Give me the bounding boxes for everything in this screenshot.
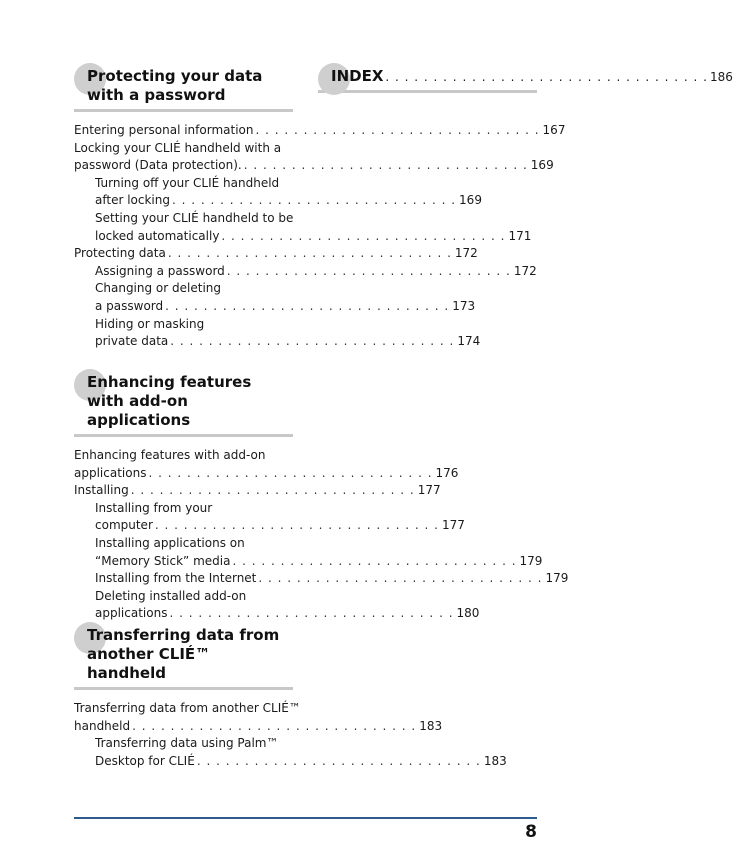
entry-page: 173 <box>452 298 476 313</box>
entry-text: Installing applications on <box>95 535 245 550</box>
entry-text: Locking your CLIÉ handheld with a <box>74 140 282 155</box>
entry-text: computer <box>95 518 153 533</box>
toc-entry <box>74 500 293 518</box>
entry-text: private data <box>95 334 169 349</box>
section-title: Enhancing features with add-on applications <box>87 373 252 429</box>
entry-text: a password <box>95 298 164 313</box>
entry-text: “Memory Stick” media <box>95 553 231 568</box>
entry-text: Protecting data <box>74 246 166 261</box>
dot-leader: . . . . . . . . . . . . . . . . . . . . . . . . . . . . . . <box>167 246 452 261</box>
toc-entry[interactable] <box>74 517 465 535</box>
entry-page: 169 <box>530 158 554 173</box>
entry-text: Installing <box>74 483 129 498</box>
entry-text: Changing or deleting <box>95 281 221 296</box>
entry-text: password (Data protection). <box>74 158 242 173</box>
section-heading <box>74 626 293 690</box>
toc-entry <box>74 588 293 606</box>
entry-page: 183 <box>419 718 443 733</box>
toc-entry[interactable] <box>74 605 480 623</box>
index-page: 186 <box>709 70 733 84</box>
entry-text: Desktop for CLIÉ <box>95 753 195 768</box>
dot-leader: . . . . . . . . . . . . . . . . . . . . . . . . . . . . . . <box>258 571 543 586</box>
toc-entries <box>74 122 566 351</box>
entry-text: Enhancing features with add-on <box>74 448 266 462</box>
entry-page: 183 <box>483 753 507 768</box>
section-heading <box>318 67 733 93</box>
entry-text: Installing from your <box>95 500 213 515</box>
toc-entry[interactable] <box>74 228 532 246</box>
dot-leader: . . . . . . . . . . . . . . . . . . . . . . . . . . . . . . . . . . <box>385 70 708 84</box>
entry-page: 171 <box>508 228 532 243</box>
dot-leader: . . . . . . . . . . . . . . . . . . . . . . . . . . . . . . <box>165 298 450 313</box>
footer-rule <box>74 817 537 819</box>
toc-entry <box>74 735 293 753</box>
entry-page: 177 <box>441 518 465 533</box>
dot-leader: . . . . . . . . . . . . . . . . . . . . . . . . . . . . . . <box>226 263 511 278</box>
dot-leader: . . . . . . . . . . . . . . . . . . . . . . . . . . . . . . <box>221 228 506 243</box>
entry-page: 176 <box>435 465 459 480</box>
section-title: Transferring data from another CLIÉ™ handheld <box>87 626 280 682</box>
entry-text: Turning off your CLIÉ handheld <box>95 175 280 190</box>
entry-text: Installing from the Internet <box>95 571 257 586</box>
toc-entry[interactable] <box>74 553 543 571</box>
toc-entry <box>74 280 293 298</box>
entry-page: 179 <box>519 553 543 568</box>
entry-text: after locking <box>95 193 170 208</box>
entry-page: 167 <box>542 123 566 137</box>
toc-entry[interactable] <box>74 465 459 483</box>
toc-entry[interactable] <box>74 263 537 281</box>
dot-leader: . . . . . . . . . . . . . . . . . . . . . . . . . . . . . . <box>148 465 433 480</box>
entry-page: 169 <box>459 193 482 208</box>
dot-leader: . . . . . . . . . . . . . . . . . . . . . . . . . . . . . . <box>132 718 417 733</box>
toc-entry[interactable] <box>74 753 507 771</box>
toc-entry <box>74 535 293 553</box>
entry-page: 174 <box>457 334 481 349</box>
toc-entry <box>74 700 301 718</box>
entry-text: Assigning a password <box>95 263 225 278</box>
toc-entry <box>74 140 293 158</box>
index-row <box>331 67 733 86</box>
entry-text: Entering personal information <box>74 123 254 137</box>
entry-text: Transferring data from another CLIÉ™ <box>74 701 301 715</box>
toc-section-add-on-applications <box>74 373 569 623</box>
toc-entries <box>74 700 507 770</box>
entry-page: 172 <box>454 246 478 261</box>
dot-leader: . . . . . . . . . . . . . . . . . . . . . . . . . . . . . . <box>196 753 481 768</box>
entry-text: applications <box>95 606 168 621</box>
toc-entry[interactable] <box>74 333 481 351</box>
dot-leader: . . . . . . . . . . . . . . . . . . . . . . . . . . . . . . <box>171 193 457 208</box>
toc-index-entry[interactable] <box>318 67 733 93</box>
toc-entry[interactable] <box>74 570 569 588</box>
entry-page: 179 <box>545 571 569 586</box>
dot-leader: . . . . . . . . . . . . . . . . . . . . . . . . . . . . . . <box>170 334 455 349</box>
entry-page: 177 <box>417 483 441 498</box>
section-heading <box>74 373 293 437</box>
toc-entry[interactable] <box>74 157 554 175</box>
section-title: Protecting your data with a password <box>87 67 263 104</box>
toc-entries <box>74 447 569 623</box>
toc-entry <box>74 175 293 193</box>
entry-text: Hiding or masking <box>95 316 205 331</box>
toc-section-transferring-data <box>74 626 507 770</box>
page-number: 8 <box>525 822 537 842</box>
dot-leader: . . . . . . . . . . . . . . . . . . . . . . . . . . . . . . <box>130 483 415 498</box>
dot-leader: . . . . . . . . . . . . . . . . . . . . . . . . . . . . . . <box>232 553 517 568</box>
toc-entry[interactable] <box>74 245 478 263</box>
toc-entry <box>74 447 293 465</box>
section-heading <box>74 67 293 112</box>
dot-leader: . . . . . . . . . . . . . . . . . . . . . . . . . . . . . . <box>169 606 454 621</box>
toc-entry[interactable] <box>74 298 476 316</box>
entry-text: handheld <box>74 718 131 733</box>
index-title: INDEX <box>331 67 384 85</box>
entry-page: 180 <box>456 606 480 621</box>
dot-leader: . . . . . . . . . . . . . . . . . . . . . . . . . . . . . . <box>154 518 439 533</box>
toc-entry[interactable] <box>74 482 441 500</box>
toc-entry[interactable] <box>74 122 566 140</box>
entry-text: locked automatically <box>95 228 220 243</box>
toc-entry <box>74 210 293 228</box>
toc-entry[interactable] <box>74 192 482 210</box>
toc-entry <box>74 316 293 334</box>
toc-entry[interactable] <box>74 718 443 736</box>
dot-leader: . . . . . . . . . . . . . . . . . . . . . . . . . . . . . . <box>255 123 540 137</box>
entry-page: 172 <box>513 263 537 278</box>
entry-text: applications <box>74 465 147 480</box>
entry-text: Setting your CLIÉ handheld to be <box>95 210 294 225</box>
entry-text: Transferring data using Palm™ <box>95 736 279 751</box>
entry-text: Deleting installed add-on <box>95 588 247 603</box>
dot-leader: . . . . . . . . . . . . . . . . . . . . . . . . . . . . . . <box>243 158 528 173</box>
